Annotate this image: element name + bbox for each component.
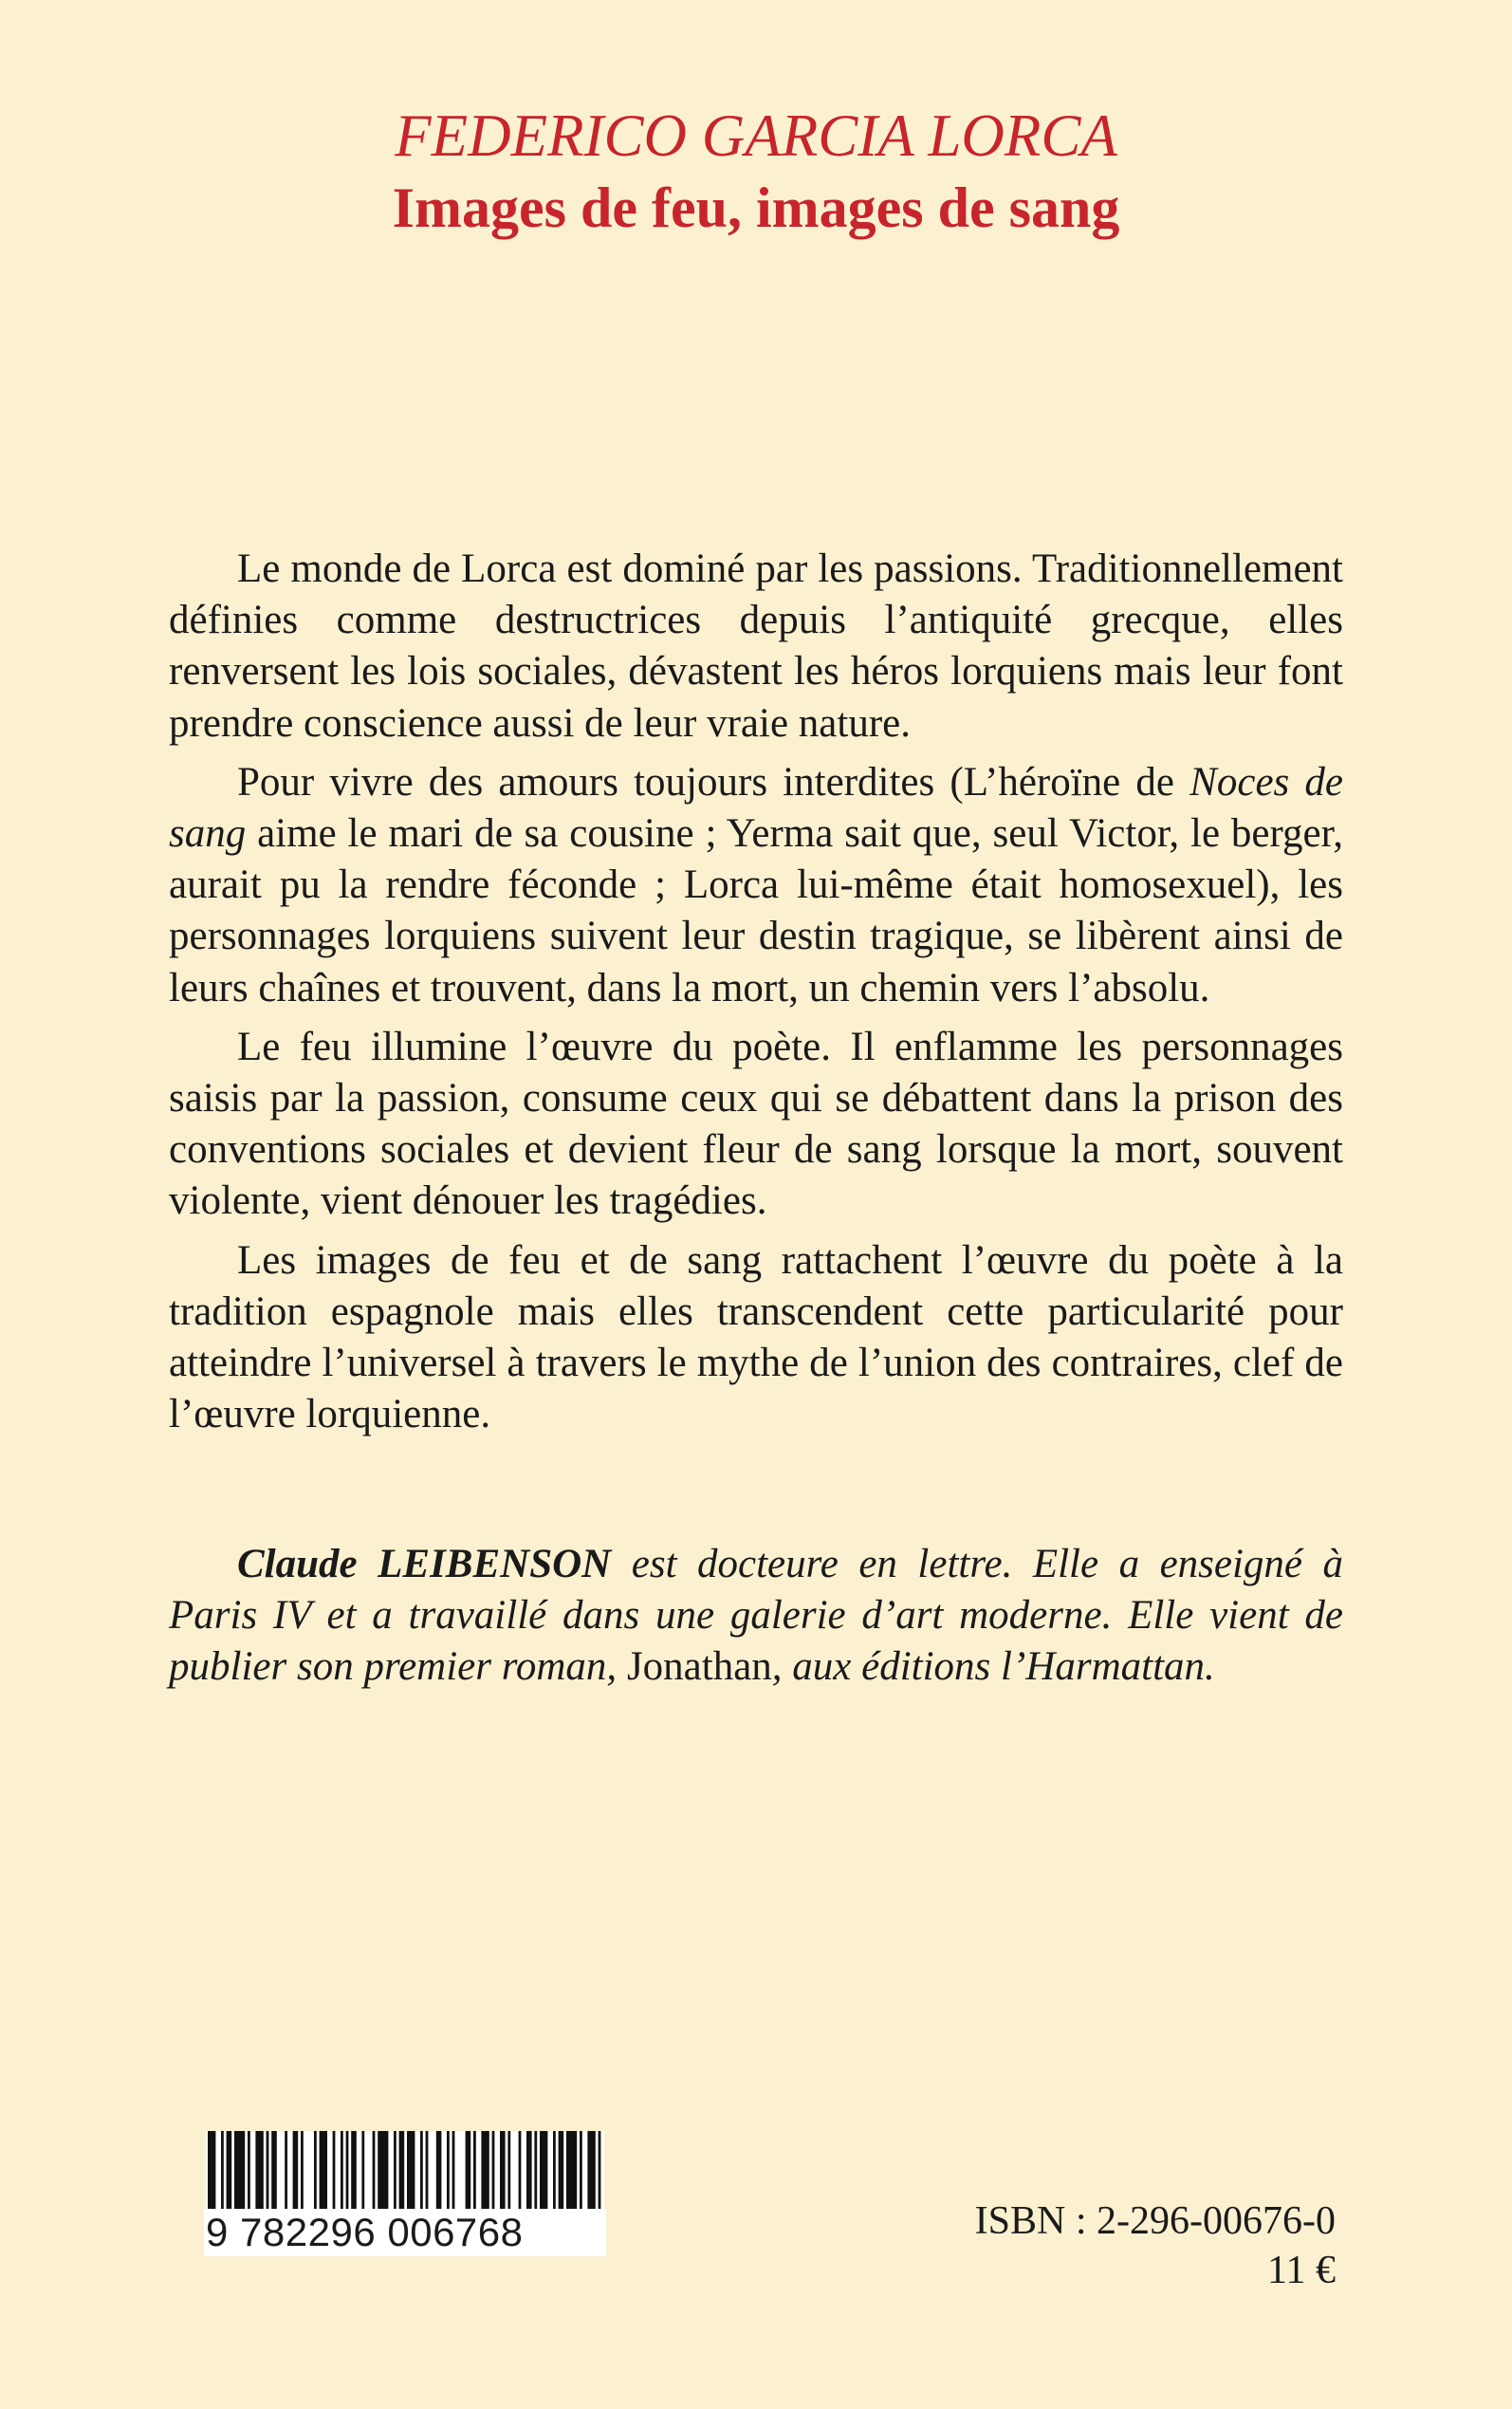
book-subtitle: Images de feu, images de sang [392, 176, 1120, 239]
price: 11 € [1267, 2249, 1336, 2292]
author-subject-title: FEDERICO GARCIA LORCA [395, 102, 1117, 169]
summary-text [169, 544, 1343, 1440]
isbn-block [975, 2196, 1336, 2295]
jonathan-title: Jonathan [626, 1644, 772, 1690]
noces-de-sang-title: Noces de sang [169, 759, 1343, 857]
paragraph-1: Le monde de Lorca est dominé par les passions. Traditionnellement définies comme destructrices depuis l’antiquité grecque, elles renversent les lois sociales, dévastent les héros lorquiens mais leur font prendre conscience aussi de leur vraie nature. [169, 547, 1343, 746]
paragraph-3: Le feu illumine l’œuvre du poète. Il enflamme les personnages saisis par la passion, consume ceux qui se débattent dans la prison des conventions sociales et devient fleur de sang lorsque la mort, souvent violente, vient dénouer les tragédies. [169, 1024, 1343, 1224]
paragraph-2: Pour vivre des amours toujours interdites (L’héroïne de Noces de sang aime le mari de sa cousine ; Yerma sait que, seul Victor, le berger, aurait pu la rendre féconde ; Lorca lui-même était homosexuel), les personnages lorquiens suivent leur destin tragique, se libèrent ainsi de leurs chaînes et trouvent, dans la mort, un chemin vers l’absolu. [169, 759, 1343, 1010]
book-title [0, 100, 1512, 244]
isbn-number: ISBN : 2-296-00676-0 [974, 2199, 1336, 2243]
author-name: Claude LEIBENSON [237, 1542, 612, 1586]
author-bio: Claude LEIBENSON est docteure en lettre. Elle a enseigné à Paris IV et a travaillé dans une galerie d’art moderne. Elle vient de publier son premier roman, Jonathan, aux éditions l’Harmattan. [169, 1542, 1343, 1690]
paragraph-4: Les images de feu et de sang rattachent l’œuvre du poète à la tradition espagnole mais elles transcendent cette particularité pour atteindre l’universel à travers le mythe de l’union des contraires, clef de l’œuvre lorquienne. [169, 1237, 1343, 1437]
barcode-digits: 9 782296 006768 [204, 2209, 606, 2256]
